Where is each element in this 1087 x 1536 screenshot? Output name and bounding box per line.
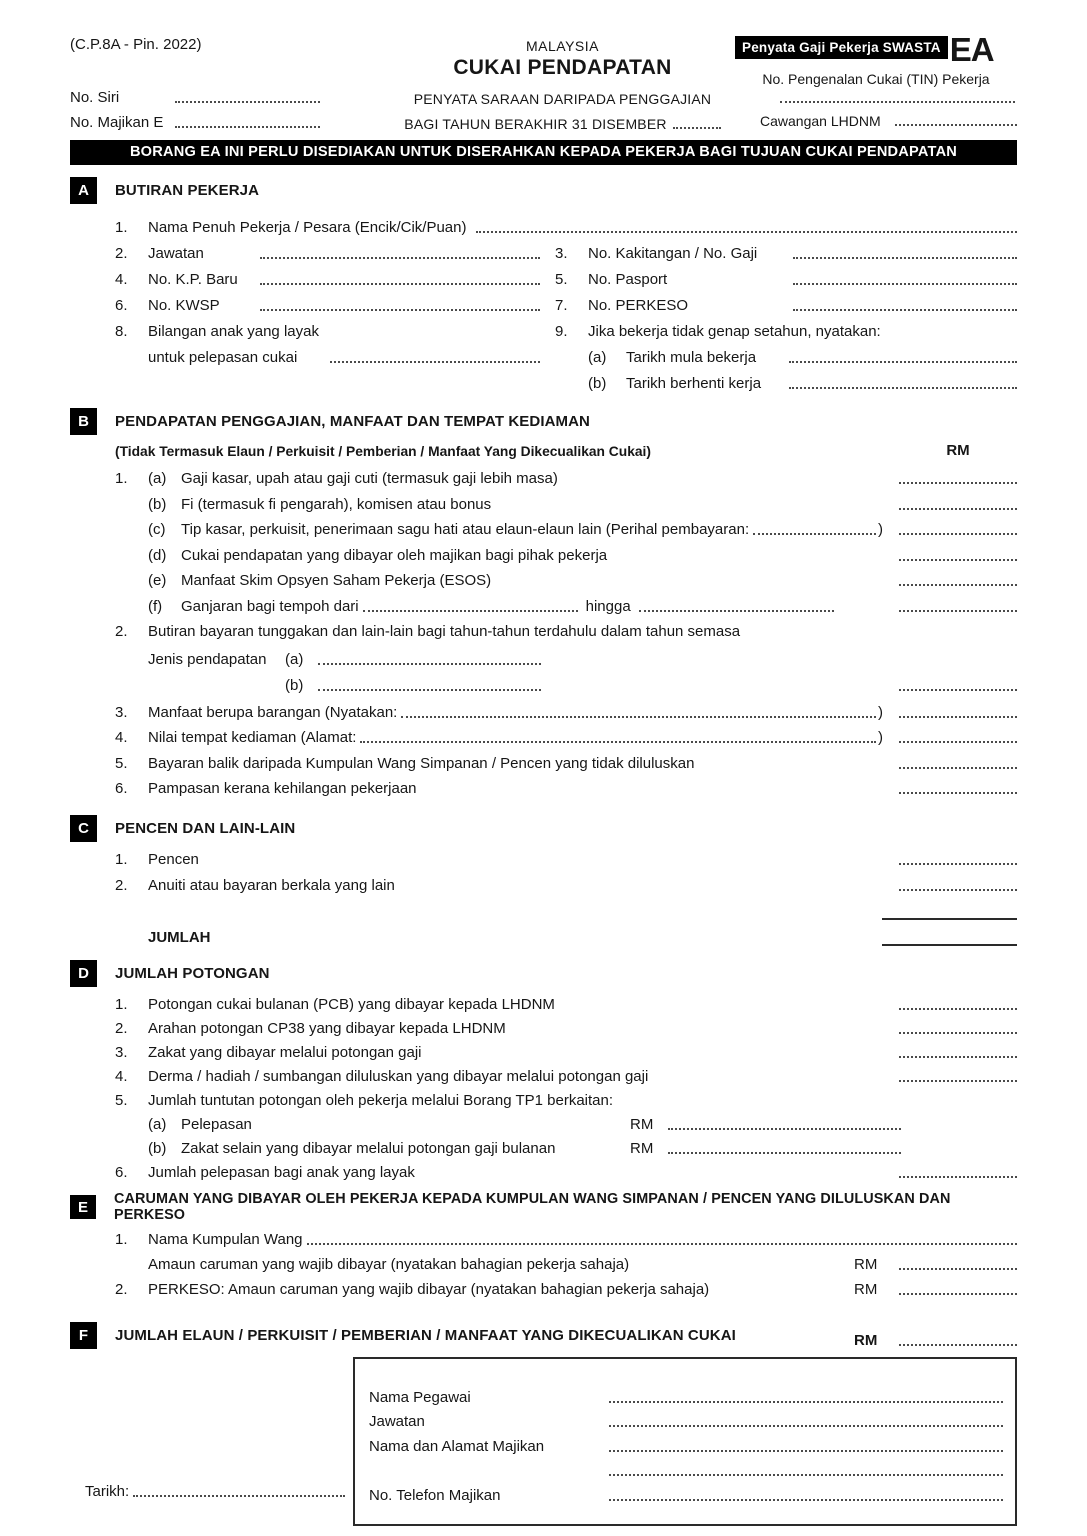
kp-baru-label: No. K.P. Baru bbox=[148, 271, 238, 288]
kakitangan-label: No. Kakitangan / No. Gaji bbox=[588, 245, 758, 262]
rm-label: RM bbox=[630, 1140, 654, 1157]
item-number: 1. bbox=[115, 1231, 128, 1248]
telefon-majikan-label: No. Telefon Majikan bbox=[369, 1486, 501, 1504]
tarikh-mula-row bbox=[555, 340, 1017, 366]
statement-line2: BAGI TAHUN BERAKHIR 31 DISEMBER bbox=[404, 116, 667, 132]
tp1-row bbox=[115, 1085, 1017, 1109]
tp1-pelepasan-label: Pelepasan bbox=[181, 1116, 252, 1133]
close-paren: ) bbox=[878, 729, 883, 746]
nama-alamat-majikan-label: Nama dan Alamat Majikan bbox=[369, 1437, 545, 1455]
item-number: 8. bbox=[115, 323, 128, 340]
cp38-label: Arahan potongan CP38 yang dibayar kepada LHDNM bbox=[148, 1020, 506, 1037]
item-number: 7. bbox=[555, 297, 568, 314]
close-paren: ) bbox=[878, 521, 883, 538]
anuiti-amount-field[interactable] bbox=[899, 888, 1017, 891]
serial-number-label: No. Siri bbox=[70, 89, 120, 106]
jawatan-field[interactable] bbox=[260, 256, 540, 259]
derma-label: Derma / hadiah / sumbangan diluluskan yang dibayar melalui potongan gaji bbox=[148, 1068, 649, 1085]
tidak-genap-setahun-row bbox=[555, 314, 1017, 340]
item-letter: (e) bbox=[148, 572, 167, 589]
item-number: 6. bbox=[115, 1164, 128, 1181]
tunggakan-amount-field[interactable] bbox=[899, 688, 1017, 691]
item-letter: (b) bbox=[588, 375, 607, 392]
item-number: 2. bbox=[115, 623, 128, 640]
pampasan-amount-field[interactable] bbox=[899, 791, 1017, 794]
bilangan-anak-label-line2: untuk pelepasan cukai bbox=[148, 349, 298, 366]
anuiti-label: Anuiti atau bayaran berkala yang lain bbox=[148, 877, 395, 894]
tempoh-hingga-field[interactable] bbox=[639, 609, 834, 612]
section-c-title: PENCEN DAN LAIN-LAIN bbox=[115, 820, 296, 837]
kakitangan-row bbox=[555, 236, 1017, 262]
perkeso-caruman-row bbox=[115, 1273, 1017, 1298]
jumlah-label: JUMLAH bbox=[148, 929, 211, 946]
employer-number-label: No. Majikan E bbox=[70, 114, 164, 131]
section-e bbox=[70, 1191, 1017, 1298]
nama-alamat-majikan-field[interactable] bbox=[609, 1449, 1003, 1452]
alamat-majikan-line2-row bbox=[369, 1455, 1003, 1480]
item-letter: (a) bbox=[148, 1116, 167, 1133]
item-number: 4. bbox=[115, 1068, 128, 1085]
tip-kasar-label: Tip kasar, perkuisit, penerimaan sagu hati atau elaun-elaun lain (Perihal pembayaran: bbox=[181, 521, 750, 538]
jenis-pendapatan-a-field[interactable] bbox=[318, 662, 541, 665]
item-number: 3. bbox=[555, 245, 568, 262]
amaun-caruman-label: Amaun caruman yang wajib dibayar (nyatakan bahagian pekerja sahaja) bbox=[148, 1256, 630, 1273]
item-number: 2. bbox=[115, 245, 128, 262]
tarikh-row bbox=[70, 1357, 353, 1526]
officer-box bbox=[353, 1357, 1017, 1526]
perkeso-field[interactable] bbox=[793, 308, 1017, 311]
alamat-majikan-line2-field[interactable] bbox=[609, 1473, 1003, 1476]
item-number: 4. bbox=[115, 271, 128, 288]
item-number: 5. bbox=[115, 754, 128, 772]
jenis-pendapatan-a-row bbox=[115, 640, 1017, 668]
cukai-dibayar-majikan-row bbox=[115, 538, 1017, 564]
rm-label: RM bbox=[630, 1116, 654, 1133]
perihal-pembayaran-field[interactable] bbox=[753, 532, 876, 535]
esos-amount-field[interactable] bbox=[899, 583, 1017, 586]
statement-line2-row bbox=[390, 116, 735, 132]
telefon-majikan-row bbox=[369, 1479, 1003, 1504]
ganjaran-amount-field[interactable] bbox=[899, 609, 1017, 612]
serial-number-field[interactable] bbox=[175, 100, 320, 103]
ganjaran-row bbox=[115, 589, 1017, 615]
section-b-badge: B bbox=[70, 408, 97, 435]
tunggakan-row bbox=[115, 615, 1017, 641]
tin-label: No. Pengenalan Cukai (TIN) Pekerja bbox=[762, 71, 990, 88]
manfaat-barangan-nyatakan-field[interactable] bbox=[401, 715, 876, 718]
tp1-zakat-amount-field[interactable] bbox=[668, 1151, 901, 1154]
nama-pegawai-label: Nama Pegawai bbox=[369, 1388, 471, 1406]
section-e-title: CARUMAN YANG DIBAYAR OLEH PEKERJA KEPADA KUMPULAN WANG SIMPANAN / PENCEN YANG DILULUSKAN DAN PERKESO bbox=[114, 1191, 951, 1223]
subtotal-rule-row bbox=[115, 894, 1017, 920]
tarikh-field[interactable] bbox=[133, 1494, 345, 1497]
section-a bbox=[70, 177, 1017, 392]
item-number: 2. bbox=[115, 877, 128, 894]
tarikh-mula-field[interactable] bbox=[789, 360, 1017, 363]
item-number: 5. bbox=[555, 271, 568, 288]
kp-baru-row bbox=[115, 262, 540, 288]
section-f-title: JUMLAH ELAUN / PERKUISIT / PEMBERIAN / MANFAAT YANG DIKECUALIKAN CUKAI bbox=[115, 1327, 736, 1344]
fi-komisen-label: Fi (termasuk fi pengarah), komisen atau bonus bbox=[181, 495, 492, 513]
fi-komisen-amount-field[interactable] bbox=[899, 507, 1017, 510]
form-type-code: EA bbox=[949, 31, 994, 68]
tin-field[interactable] bbox=[780, 100, 1015, 103]
tip-kasar-row bbox=[115, 513, 1017, 539]
cukai-dibayar-majikan-label: Cukai pendapatan yang dibayar oleh majikan bagi pihak pekerja bbox=[181, 546, 608, 564]
jumlah-row bbox=[115, 920, 1017, 946]
section-a-title: BUTIRAN PEKERJA bbox=[115, 182, 260, 199]
item-letter: (d) bbox=[148, 546, 167, 564]
section-d-badge: D bbox=[70, 960, 97, 987]
jawatan-pegawai-label: Jawatan bbox=[369, 1413, 425, 1430]
page-title: CUKAI PENDAPATAN bbox=[453, 56, 672, 79]
kwsp-field[interactable] bbox=[260, 308, 540, 311]
kwsp-label: No. KWSP bbox=[148, 297, 220, 314]
tp1-zakat-row bbox=[115, 1133, 1017, 1157]
hingga-label: hingga bbox=[585, 597, 631, 615]
ganjaran-label: Ganjaran bagi tempoh dari bbox=[181, 597, 359, 615]
item-number: 1. bbox=[115, 996, 128, 1013]
cukai-dibayar-majikan-amount-field[interactable] bbox=[899, 558, 1017, 561]
instruction-banner: BORANG EA INI PERLU DISEDIAKAN UNTUK DISERAHKAN KEPADA PEKERJA BAGI TUJUAN CUKAI PENDAPATAN bbox=[70, 140, 1017, 165]
pencen-row bbox=[115, 842, 1017, 868]
item-letter: (b) bbox=[285, 676, 304, 694]
jenis-pendapatan-b-row bbox=[115, 668, 1017, 694]
section-d-title: JUMLAH POTONGAN bbox=[115, 965, 270, 982]
item-number: 1. bbox=[115, 470, 128, 487]
close-paren: ) bbox=[878, 703, 883, 721]
form-footer bbox=[70, 1357, 1017, 1526]
tempat-kediaman-amount-field[interactable] bbox=[899, 740, 1017, 743]
section-d bbox=[70, 960, 1017, 1181]
zakat-amount-field[interactable] bbox=[899, 1055, 1017, 1058]
private-employee-badge: Penyata Gaji Pekerja SWASTA bbox=[735, 36, 948, 59]
nama-pegawai-row bbox=[369, 1381, 1003, 1406]
kwsp-row bbox=[115, 288, 540, 314]
pelepasan-cukai-row bbox=[115, 340, 540, 366]
kumpulan-wang-field[interactable] bbox=[307, 1242, 1017, 1245]
pasport-label: No. Pasport bbox=[588, 271, 668, 288]
employer-number-field[interactable] bbox=[175, 125, 320, 128]
rm-label: RM bbox=[854, 1281, 878, 1298]
tarikh-berhenti-label: Tarikh berhenti kerja bbox=[626, 375, 762, 392]
perkeso-caruman-amount-field[interactable] bbox=[899, 1292, 1017, 1295]
jawatan-row bbox=[115, 236, 540, 262]
pcb-label: Potongan cukai bulanan (PCB) yang dibayar kepada LHDNM bbox=[148, 996, 555, 1013]
gaji-kasar-amount-field[interactable] bbox=[899, 481, 1017, 484]
manfaat-barangan-amount-field[interactable] bbox=[899, 715, 1017, 718]
jawatan-pegawai-row bbox=[369, 1406, 1003, 1431]
rm-label: RM bbox=[854, 1332, 878, 1349]
item-number: 3. bbox=[115, 703, 128, 721]
section-f bbox=[70, 1322, 1017, 1349]
perkeso-row bbox=[555, 288, 1017, 314]
subtotal-rule bbox=[882, 917, 1017, 920]
jenis-pendapatan-label: Jenis pendapatan bbox=[148, 651, 267, 668]
employee-name-field[interactable] bbox=[476, 230, 1017, 233]
kumpulan-wang-row bbox=[115, 1223, 1017, 1248]
perkeso-caruman-label: PERKESO: Amaun caruman yang wajib dibayar (nyatakan bahagian pekerja sahaja) bbox=[148, 1281, 710, 1298]
derma-row bbox=[115, 1061, 1017, 1085]
bayaran-balik-label: Bayaran balik daripada Kumpulan Wang Simpanan / Pencen yang tidak diluluskan bbox=[148, 754, 695, 772]
item-letter: (a) bbox=[588, 349, 607, 366]
item-letter: (f) bbox=[148, 597, 163, 615]
item-number: 3. bbox=[115, 1044, 128, 1061]
section-c bbox=[70, 815, 1017, 946]
jawatan-pegawai-field[interactable] bbox=[609, 1424, 1003, 1427]
amaun-caruman-amount-field[interactable] bbox=[899, 1267, 1017, 1270]
item-number: 2. bbox=[115, 1020, 128, 1037]
derma-amount-field[interactable] bbox=[899, 1079, 1017, 1082]
amaun-caruman-row bbox=[115, 1248, 1017, 1273]
nama-alamat-majikan-row bbox=[369, 1430, 1003, 1455]
tarikh-berhenti-field[interactable] bbox=[789, 386, 1017, 389]
pampasan-row bbox=[115, 772, 1017, 798]
tempoh-dari-field[interactable] bbox=[363, 609, 578, 612]
pampasan-label: Pampasan kerana kehilangan pekerjaan bbox=[148, 780, 417, 797]
nama-pegawai-field[interactable] bbox=[609, 1400, 1003, 1403]
section-b-subtitle: (Tidak Termasuk Elaun / Perkuisit / Pemberian / Manfaat Yang Dikecualikan Cukai) bbox=[115, 444, 651, 459]
tp1-pelepasan-amount-field[interactable] bbox=[668, 1127, 901, 1130]
item-number: 2. bbox=[115, 1281, 128, 1298]
section-c-badge: C bbox=[70, 815, 97, 842]
tempat-kediaman-label: Nilai tempat kediaman (Alamat: bbox=[148, 729, 357, 746]
employee-name-row bbox=[115, 210, 1017, 236]
item-letter: (c) bbox=[148, 521, 166, 538]
telefon-majikan-field[interactable] bbox=[609, 1498, 1003, 1501]
pasport-field[interactable] bbox=[793, 282, 1017, 285]
tp1-label: Jumlah tuntutan potongan oleh pekerja melalui Borang TP1 berkaitan: bbox=[148, 1092, 614, 1109]
zakat-row bbox=[115, 1037, 1017, 1061]
item-number: 6. bbox=[115, 780, 128, 797]
item-letter: (a) bbox=[285, 651, 304, 668]
statement-line1: PENYATA SARAAN DARIPADA PENGGAJIAN bbox=[413, 91, 712, 107]
pelepasan-anak-row bbox=[115, 1157, 1017, 1181]
gaji-kasar-label: Gaji kasar, upah atau gaji cuti (termasuk gaji lebih masa) bbox=[181, 470, 558, 487]
pencen-amount-field[interactable] bbox=[899, 862, 1017, 865]
tarikh-berhenti-row bbox=[555, 366, 1017, 392]
kakitangan-field[interactable] bbox=[793, 256, 1017, 259]
cp38-amount-field[interactable] bbox=[899, 1031, 1017, 1034]
employee-name-label: Nama Penuh Pekerja / Pesara (Encik/Cik/Puan) bbox=[148, 219, 467, 236]
jawatan-label: Jawatan bbox=[148, 245, 204, 262]
item-number: 1. bbox=[115, 219, 128, 236]
branch-row bbox=[735, 107, 1017, 129]
total-rule bbox=[882, 943, 1017, 946]
section-a-badge: A bbox=[70, 177, 97, 204]
anuiti-row bbox=[115, 868, 1017, 894]
year-field[interactable] bbox=[673, 126, 721, 129]
tunggakan-label: Butiran bayaran tunggakan dan lain-lain bagi tahun-tahun terdahulu dalam tahun semasa bbox=[148, 623, 741, 640]
section-e-badge: E bbox=[70, 1195, 96, 1219]
section-b bbox=[70, 408, 1017, 797]
bayaran-balik-amount-field[interactable] bbox=[899, 766, 1017, 769]
bilangan-anak-field[interactable] bbox=[330, 360, 540, 363]
item-number: 5. bbox=[115, 1092, 128, 1109]
tarikh-label: Tarikh: bbox=[85, 1482, 130, 1500]
form-header bbox=[70, 31, 1017, 132]
section-b-subtitle-row bbox=[115, 435, 1017, 459]
tp1-zakat-label: Zakat selain yang dibayar melalui potongan gaji bulanan bbox=[181, 1140, 556, 1157]
section-b-title: PENDAPATAN PENGGAJIAN, MANFAAT DAN TEMPAT KEDIAMAN bbox=[115, 413, 590, 430]
tp1-pelepasan-row bbox=[115, 1109, 1017, 1133]
country-label: MALAYSIA bbox=[526, 38, 599, 54]
rm-column-header: RM bbox=[946, 442, 970, 459]
form-code: (C.P.8A - Pin. 2022) bbox=[70, 36, 202, 53]
zakat-label: Zakat yang dibayar melalui potongan gaji bbox=[148, 1044, 422, 1061]
tip-kasar-amount-field[interactable] bbox=[899, 532, 1017, 535]
tempat-kediaman-alamat-field[interactable] bbox=[360, 740, 876, 743]
item-number: 6. bbox=[115, 297, 128, 314]
bilangan-anak-label-line1: Bilangan anak yang layak bbox=[148, 323, 319, 340]
kumpulan-wang-label: Nama Kumpulan Wang bbox=[148, 1231, 303, 1248]
fi-komisen-row bbox=[115, 487, 1017, 513]
cp38-row bbox=[115, 1013, 1017, 1037]
jenis-pendapatan-b-field[interactable] bbox=[318, 688, 541, 691]
tempat-kediaman-row bbox=[115, 721, 1017, 747]
manfaat-barangan-label: Manfaat berupa barangan (Nyatakan: bbox=[148, 703, 398, 721]
item-number: 1. bbox=[115, 851, 128, 868]
elaun-dikecualikan-amount-field[interactable] bbox=[899, 1343, 1017, 1346]
tidak-genap-setahun-label: Jika bekerja tidak genap setahun, nyatakan: bbox=[588, 323, 881, 340]
employer-number-row bbox=[70, 106, 390, 131]
section-f-badge: F bbox=[70, 1322, 97, 1349]
serial-number-row bbox=[70, 81, 390, 106]
bayaran-balik-row bbox=[115, 746, 1017, 772]
branch-label: Cawangan LHDNM bbox=[760, 113, 881, 130]
item-letter: (a) bbox=[148, 470, 167, 487]
item-letter: (b) bbox=[148, 1140, 167, 1157]
pelepasan-anak-label: Jumlah pelepasan bagi anak yang layak bbox=[148, 1164, 415, 1181]
branch-field[interactable] bbox=[895, 123, 1017, 126]
kp-baru-field[interactable] bbox=[260, 282, 540, 285]
manfaat-barangan-row bbox=[115, 694, 1017, 721]
pencen-label: Pencen bbox=[148, 851, 199, 868]
tarikh-mula-label: Tarikh mula bekerja bbox=[626, 349, 757, 366]
esos-row bbox=[115, 564, 1017, 590]
item-letter: (b) bbox=[148, 495, 167, 513]
esos-label: Manfaat Skim Opsyen Saham Pekerja (ESOS) bbox=[181, 572, 492, 589]
gaji-kasar-row bbox=[115, 459, 1017, 487]
bilangan-anak-row bbox=[115, 314, 540, 340]
pasport-row bbox=[555, 262, 1017, 288]
item-number: 9. bbox=[555, 323, 568, 340]
pelepasan-anak-amount-field[interactable] bbox=[899, 1175, 1017, 1178]
item-number: 4. bbox=[115, 729, 128, 746]
pcb-row bbox=[115, 989, 1017, 1013]
rm-label: RM bbox=[854, 1256, 878, 1273]
perkeso-label: No. PERKESO bbox=[588, 297, 689, 314]
pcb-amount-field[interactable] bbox=[899, 1007, 1017, 1010]
form-type-row bbox=[735, 31, 1017, 68]
